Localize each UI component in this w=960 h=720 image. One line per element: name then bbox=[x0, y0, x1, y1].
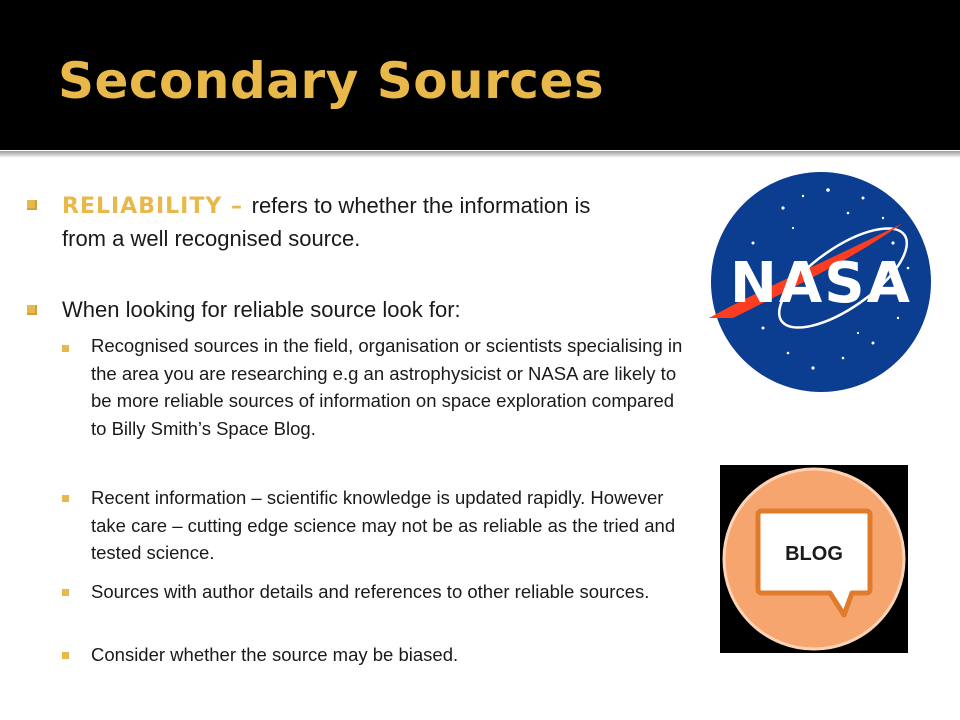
reliability-text: refers to whether the information is from a well recognised source. bbox=[62, 193, 591, 251]
bullet-looking-for: When looking for reliable source look for: bbox=[62, 297, 461, 322]
title-bar bbox=[0, 0, 960, 150]
sub-item-author-details: Sources with author details and references to other reliable sources. bbox=[91, 581, 650, 602]
blog-label: BLOG bbox=[785, 543, 843, 565]
bullet-reliability bbox=[62, 190, 622, 255]
slide-title: Secondary Sources bbox=[58, 52, 605, 110]
blog-image bbox=[720, 465, 908, 653]
sub-bullet-marker bbox=[62, 589, 69, 596]
sub-bullet-marker bbox=[62, 495, 69, 502]
title-divider bbox=[0, 151, 960, 157]
sub-bullet-marker bbox=[62, 652, 69, 659]
bullet-marker bbox=[27, 200, 37, 210]
sub-item-bias: Consider whether the source may be biased. bbox=[91, 644, 459, 665]
nasa-logo-text: NASA bbox=[730, 251, 912, 316]
blog-icon bbox=[720, 465, 908, 653]
reliability-heading: RELIABILITY – bbox=[62, 194, 252, 219]
sub-item-recent-information: Recent information – scientific knowledge is updated rapidly. However take care – cutting edge science may not be as reliable as the tried and tested science. bbox=[91, 487, 676, 563]
sub-item-recognised-sources: Recognised sources in the field, organisation or scientists specialising in the area you are researching e.g an astrophysicist or NASA are likely to be more reliable sources of information on space exploration compared to Billy Smith’s Space Blog. bbox=[91, 335, 683, 439]
nasa-logo bbox=[693, 168, 935, 396]
sub-bullet-marker bbox=[62, 345, 69, 352]
bullet-marker bbox=[27, 305, 37, 315]
